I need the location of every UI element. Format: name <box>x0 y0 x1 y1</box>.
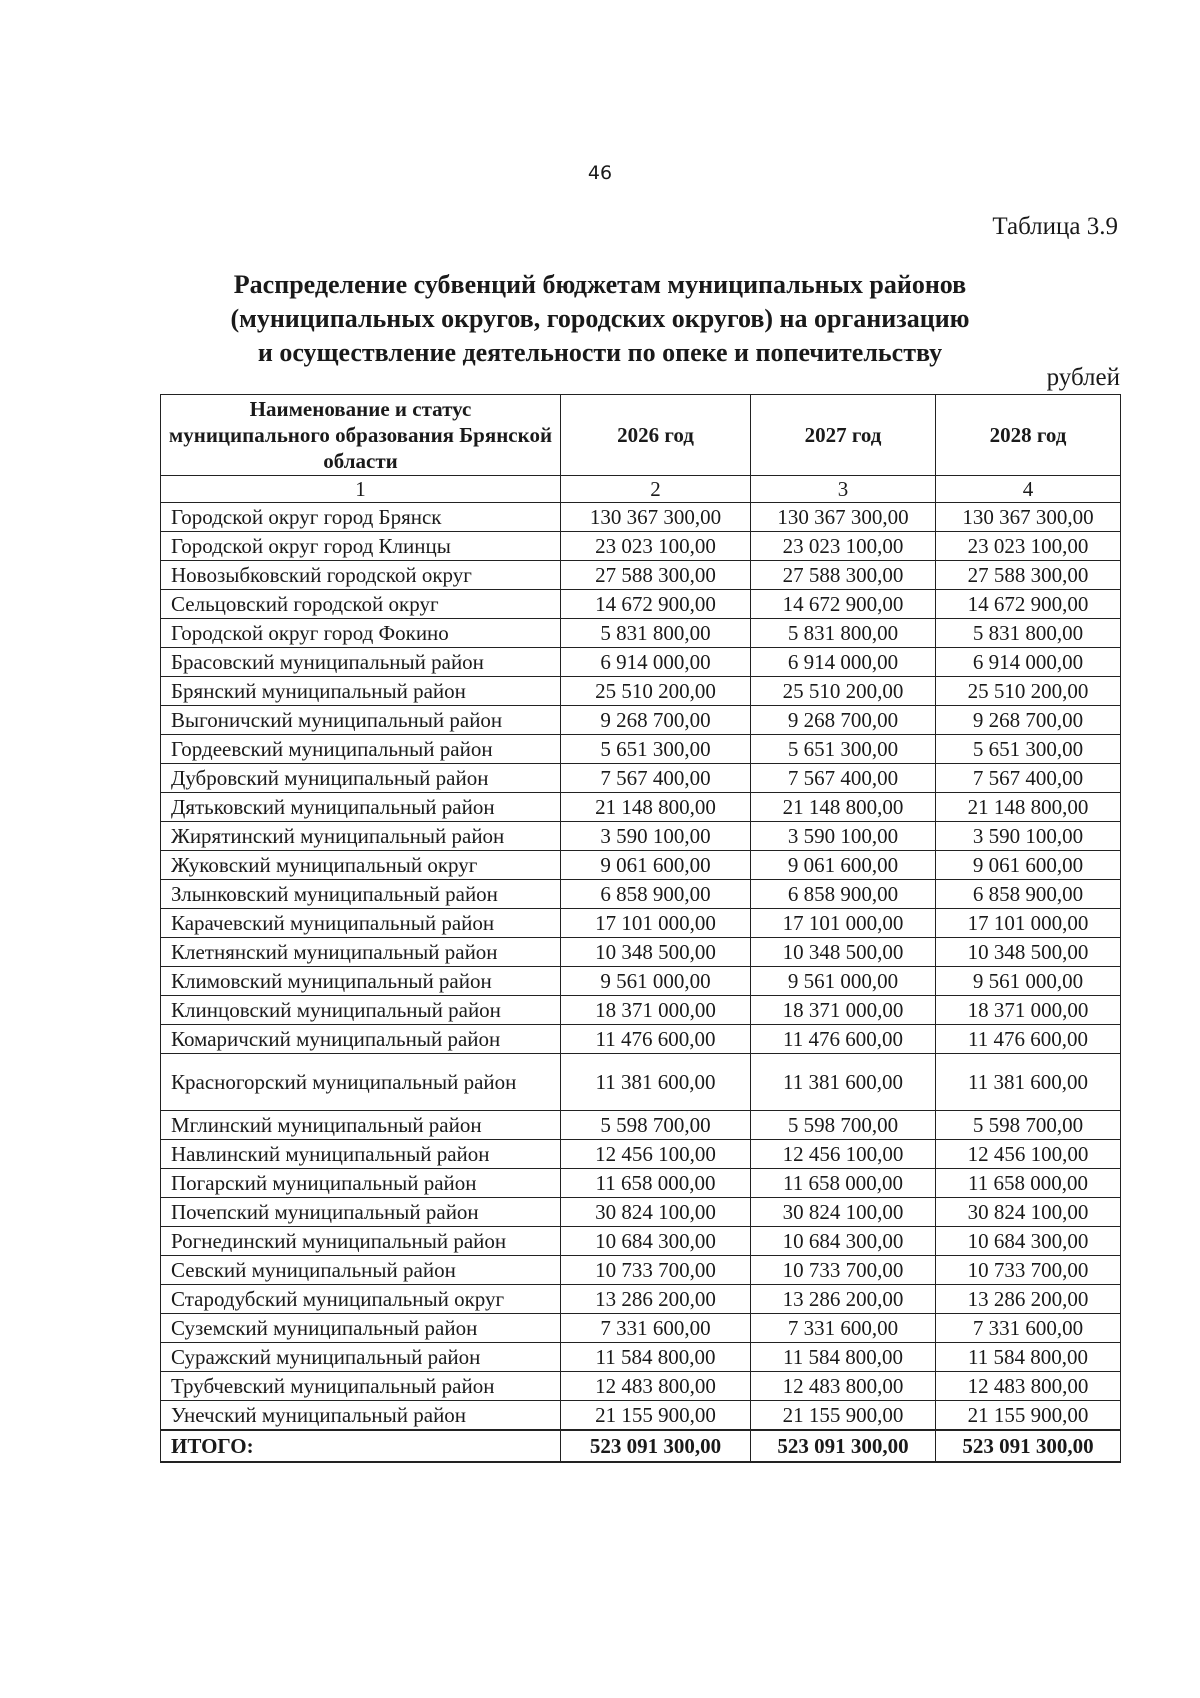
value-2026: 21 148 800,00 <box>561 793 751 822</box>
table-row <box>161 706 1121 735</box>
municipality-name: Дятьковский муниципальный район <box>161 793 561 822</box>
table-row <box>161 764 1121 793</box>
value-2026: 13 286 200,00 <box>561 1285 751 1314</box>
value-2027: 25 510 200,00 <box>751 677 936 706</box>
table-row <box>161 880 1121 909</box>
table-row <box>161 1285 1121 1314</box>
value-2026: 11 381 600,00 <box>561 1054 751 1111</box>
units-label: рублей <box>1046 364 1120 391</box>
value-2027: 21 148 800,00 <box>751 793 936 822</box>
value-2027: 9 561 000,00 <box>751 967 936 996</box>
value-2026: 9 268 700,00 <box>561 706 751 735</box>
table-row <box>161 822 1121 851</box>
value-2028: 3 590 100,00 <box>936 822 1121 851</box>
value-2027: 13 286 200,00 <box>751 1285 936 1314</box>
municipality-name: Выгоничский муниципальный район <box>161 706 561 735</box>
value-2027: 9 268 700,00 <box>751 706 936 735</box>
header-2028: 2028 год <box>936 395 1121 476</box>
value-2027: 11 381 600,00 <box>751 1054 936 1111</box>
value-2027: 23 023 100,00 <box>751 532 936 561</box>
table-row <box>161 735 1121 764</box>
value-2026: 14 672 900,00 <box>561 590 751 619</box>
value-2028: 25 510 200,00 <box>936 677 1121 706</box>
municipality-name: Дубровский муниципальный район <box>161 764 561 793</box>
value-2026: 6 914 000,00 <box>561 648 751 677</box>
table-row <box>161 590 1121 619</box>
table-row <box>161 938 1121 967</box>
value-2027: 5 651 300,00 <box>751 735 936 764</box>
municipality-name: Городской округ город Брянск <box>161 503 561 532</box>
total-label: ИТОГО: <box>161 1430 561 1462</box>
value-2026: 9 061 600,00 <box>561 851 751 880</box>
value-2028: 6 914 000,00 <box>936 648 1121 677</box>
value-2026: 23 023 100,00 <box>561 532 751 561</box>
value-2026: 12 456 100,00 <box>561 1140 751 1169</box>
value-2028: 9 268 700,00 <box>936 706 1121 735</box>
table-row <box>161 1343 1121 1372</box>
table-row <box>161 909 1121 938</box>
table-row <box>161 996 1121 1025</box>
value-2027: 10 348 500,00 <box>751 938 936 967</box>
value-2027: 11 476 600,00 <box>751 1025 936 1054</box>
table-row <box>161 532 1121 561</box>
value-2028: 17 101 000,00 <box>936 909 1121 938</box>
municipality-name: Трубчевский муниципальный район <box>161 1372 561 1401</box>
value-2027: 5 598 700,00 <box>751 1111 936 1140</box>
value-2028: 10 684 300,00 <box>936 1227 1121 1256</box>
value-2028: 10 733 700,00 <box>936 1256 1121 1285</box>
value-2027: 10 733 700,00 <box>751 1256 936 1285</box>
municipality-name: Навлинский муниципальный район <box>161 1140 561 1169</box>
value-2028: 21 155 900,00 <box>936 1401 1121 1431</box>
table-row <box>161 1025 1121 1054</box>
value-2027: 5 831 800,00 <box>751 619 936 648</box>
title-line: и осуществление деятельности по опеке и попечительству <box>257 338 943 367</box>
value-2028: 7 567 400,00 <box>936 764 1121 793</box>
column-number: 1 <box>161 476 561 503</box>
header-row <box>161 395 1121 476</box>
value-2028: 9 561 000,00 <box>936 967 1121 996</box>
value-2028: 5 831 800,00 <box>936 619 1121 648</box>
total-2027: 523 091 300,00 <box>751 1430 936 1462</box>
column-number-row <box>161 476 1121 503</box>
municipality-name: Брасовский муниципальный район <box>161 648 561 677</box>
municipality-name: Рогнединский муниципальный район <box>161 1227 561 1256</box>
value-2026: 9 561 000,00 <box>561 967 751 996</box>
value-2026: 7 567 400,00 <box>561 764 751 793</box>
column-number: 3 <box>751 476 936 503</box>
value-2026: 11 658 000,00 <box>561 1169 751 1198</box>
value-2026: 5 651 300,00 <box>561 735 751 764</box>
value-2028: 5 598 700,00 <box>936 1111 1121 1140</box>
municipality-name: Погарский муниципальный район <box>161 1169 561 1198</box>
table-row <box>161 851 1121 880</box>
municipality-name: Суражский муниципальный район <box>161 1343 561 1372</box>
municipality-name: Комаричский муниципальный район <box>161 1025 561 1054</box>
value-2027: 9 061 600,00 <box>751 851 936 880</box>
table-row <box>161 1054 1121 1111</box>
value-2027: 7 331 600,00 <box>751 1314 936 1343</box>
table-row <box>161 1140 1121 1169</box>
value-2026: 10 684 300,00 <box>561 1227 751 1256</box>
total-2026: 523 091 300,00 <box>561 1430 751 1462</box>
table-row <box>161 793 1121 822</box>
value-2027: 7 567 400,00 <box>751 764 936 793</box>
municipality-name: Сельцовский городской округ <box>161 590 561 619</box>
value-2026: 27 588 300,00 <box>561 561 751 590</box>
value-2028: 11 658 000,00 <box>936 1169 1121 1198</box>
table-row <box>161 619 1121 648</box>
value-2026: 25 510 200,00 <box>561 677 751 706</box>
column-number: 2 <box>561 476 751 503</box>
municipality-name: Унечский муниципальный район <box>161 1401 561 1431</box>
value-2028: 7 331 600,00 <box>936 1314 1121 1343</box>
total-row <box>161 1430 1121 1462</box>
value-2027: 10 684 300,00 <box>751 1227 936 1256</box>
value-2027: 30 824 100,00 <box>751 1198 936 1227</box>
value-2027: 17 101 000,00 <box>751 909 936 938</box>
value-2027: 11 658 000,00 <box>751 1169 936 1198</box>
table-label: Таблица 3.9 <box>992 213 1118 240</box>
municipality-name: Городской округ город Клинцы <box>161 532 561 561</box>
value-2027: 18 371 000,00 <box>751 996 936 1025</box>
value-2028: 27 588 300,00 <box>936 561 1121 590</box>
municipality-name: Климовский муниципальный район <box>161 967 561 996</box>
value-2026: 3 590 100,00 <box>561 822 751 851</box>
value-2028: 21 148 800,00 <box>936 793 1121 822</box>
value-2027: 12 483 800,00 <box>751 1372 936 1401</box>
value-2026: 11 584 800,00 <box>561 1343 751 1372</box>
value-2027: 14 672 900,00 <box>751 590 936 619</box>
municipality-name: Почепский муниципальный район <box>161 1198 561 1227</box>
value-2026: 130 367 300,00 <box>561 503 751 532</box>
value-2026: 10 348 500,00 <box>561 938 751 967</box>
table-row <box>161 1111 1121 1140</box>
table-row <box>161 648 1121 677</box>
municipality-name: Брянский муниципальный район <box>161 677 561 706</box>
value-2026: 6 858 900,00 <box>561 880 751 909</box>
value-2026: 17 101 000,00 <box>561 909 751 938</box>
municipality-name: Новозыбковский городской округ <box>161 561 561 590</box>
value-2026: 30 824 100,00 <box>561 1198 751 1227</box>
municipality-name: Злынковский муниципальный район <box>161 880 561 909</box>
municipality-name: Жуковский муниципальный округ <box>161 851 561 880</box>
municipality-name: Гордеевский муниципальный район <box>161 735 561 764</box>
table-row <box>161 677 1121 706</box>
value-2026: 5 831 800,00 <box>561 619 751 648</box>
value-2028: 12 456 100,00 <box>936 1140 1121 1169</box>
value-2028: 18 371 000,00 <box>936 996 1121 1025</box>
value-2026: 10 733 700,00 <box>561 1256 751 1285</box>
value-2028: 10 348 500,00 <box>936 938 1121 967</box>
table-row <box>161 1314 1121 1343</box>
header-2026: 2026 год <box>561 395 751 476</box>
value-2028: 6 858 900,00 <box>936 880 1121 909</box>
municipality-name: Мглинский муниципальный район <box>161 1111 561 1140</box>
value-2028: 12 483 800,00 <box>936 1372 1121 1401</box>
municipality-name: Красногорский муниципальный район <box>161 1054 561 1111</box>
value-2026: 5 598 700,00 <box>561 1111 751 1140</box>
table-row <box>161 1372 1121 1401</box>
value-2027: 130 367 300,00 <box>751 503 936 532</box>
municipality-name: Суземский муниципальный район <box>161 1314 561 1343</box>
value-2028: 14 672 900,00 <box>936 590 1121 619</box>
document-title <box>150 268 1050 370</box>
value-2027: 6 914 000,00 <box>751 648 936 677</box>
value-2026: 11 476 600,00 <box>561 1025 751 1054</box>
value-2028: 11 584 800,00 <box>936 1343 1121 1372</box>
value-2026: 18 371 000,00 <box>561 996 751 1025</box>
value-2028: 130 367 300,00 <box>936 503 1121 532</box>
table-row <box>161 1401 1121 1431</box>
value-2027: 6 858 900,00 <box>751 880 936 909</box>
municipality-name: Карачевский муниципальный район <box>161 909 561 938</box>
value-2028: 13 286 200,00 <box>936 1285 1121 1314</box>
value-2027: 3 590 100,00 <box>751 822 936 851</box>
table-row <box>161 503 1121 532</box>
table-row <box>161 1227 1121 1256</box>
value-2026: 21 155 900,00 <box>561 1401 751 1431</box>
title-line: Распределение субвенций бюджетам муниципальных районов <box>233 270 967 299</box>
value-2027: 12 456 100,00 <box>751 1140 936 1169</box>
subvention-table <box>160 394 1121 1463</box>
header-2027: 2027 год <box>751 395 936 476</box>
table-row <box>161 1198 1121 1227</box>
value-2027: 11 584 800,00 <box>751 1343 936 1372</box>
header-name: Наименование и статус муниципального образования Брянской области <box>161 395 561 476</box>
table-row <box>161 1169 1121 1198</box>
title-line: (муниципальных округов, городских округов) на организацию <box>230 304 970 333</box>
municipality-name: Севский муниципальный район <box>161 1256 561 1285</box>
value-2027: 21 155 900,00 <box>751 1401 936 1431</box>
municipality-name: Жирятинский муниципальный район <box>161 822 561 851</box>
total-2028: 523 091 300,00 <box>936 1430 1121 1462</box>
value-2028: 11 476 600,00 <box>936 1025 1121 1054</box>
value-2028: 23 023 100,00 <box>936 532 1121 561</box>
table-row <box>161 1256 1121 1285</box>
value-2026: 7 331 600,00 <box>561 1314 751 1343</box>
municipality-name: Стародубский муниципальный округ <box>161 1285 561 1314</box>
municipality-name: Клетнянский муниципальный район <box>161 938 561 967</box>
table-body <box>161 503 1121 1431</box>
page-number: 46 <box>587 162 613 184</box>
municipality-name: Клинцовский муниципальный район <box>161 996 561 1025</box>
value-2028: 11 381 600,00 <box>936 1054 1121 1111</box>
value-2028: 30 824 100,00 <box>936 1198 1121 1227</box>
value-2028: 9 061 600,00 <box>936 851 1121 880</box>
municipality-name: Городской округ город Фокино <box>161 619 561 648</box>
value-2027: 27 588 300,00 <box>751 561 936 590</box>
value-2028: 5 651 300,00 <box>936 735 1121 764</box>
column-number: 4 <box>936 476 1121 503</box>
value-2026: 12 483 800,00 <box>561 1372 751 1401</box>
table-row <box>161 967 1121 996</box>
table-row <box>161 561 1121 590</box>
